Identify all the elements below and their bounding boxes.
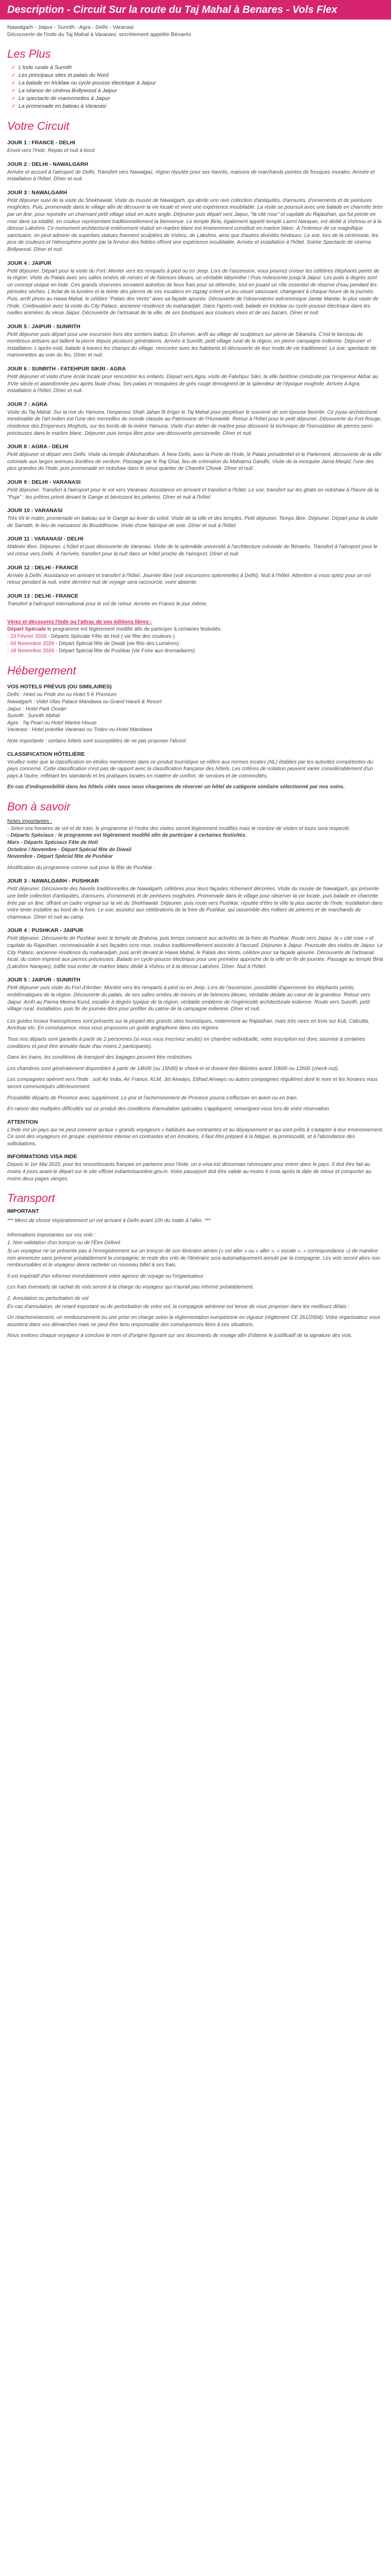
hebergement-heading: Hébergement [7,664,76,677]
day-text: Envol vers l'Inde. Repas et nuit à bord. [7,148,96,154]
depart-special-text: le programme est légèrement modifié afin de participer à certaines festivités. [47,626,222,633]
day-text: Petit déjeuner et visite d'une école locale pour rencontrer les enfants. Départ vers Agra, visite de Fatehpur Sikri, la ville fantôme construite par l'empereur Akbar au XVIe siècle et abandonnée peu après faute d'eau. Ses palais et mosquées de grès rouge témoignent de la splendeur de l'époque moghole. Arrivée à Agra, installation à l'hôtel. Dîner et nuit. [7,374,378,394]
date-text: - Départ Spécial fête de Diwali (vie fête des Lumières) [55,641,179,647]
list-item: ✓ La séance de cinéma Bollywood à Jaipur [19,87,384,95]
note-line: Tous nos départs sont garantis à partir de 2 personnes (si vous vous inscrivez seul(e) en chambre individuelle, votre inscription est donc soumise à certaines conditions et peut être annulée faute d'au moins 2 participants). [7,1036,365,1049]
note-line: Octobre / Novembre - Départ Spécial fête de Diwali [7,846,132,853]
hebergement-section [0,664,391,791]
day-block [7,260,384,317]
responsibility-text: En cas d'indisponibilité dans les hôtels cités nous nous chargerons de réserver un hôtel de catégorie similaire sélectionné par nos soins. [7,784,345,790]
pushkar-days [7,877,384,1012]
page-title: Description - Circuit Sur la route du Taj Mahal à Benares - Vols Flex [0,0,391,20]
intro-subtitle: Découverte de l'Inde du Taj Mahal à Varanasi, secrètement appelée Bénarès [7,31,191,38]
day-text: Visite du Taj Mahal. Sur la rive du Yamuna, l'empereur Shah Jahan fit ériger le Taj Mahal pour perpétuer le souvenir de son épouse favorite. Ce joyau architectural inestimable de l'art indien est l'une des merveilles du monde classée au Patrimoine de l'Humanité. Retour à l'hôtel pour le petit déjeuner. Découverte du Fort Rouge, résidence des Empereurs Moghols, sur les bords de la rivière Yamuna. Visite d'un atelier de marbre pour découvrir la technique de l'incrustation de pierres semi-précieuses dans le marbre blanc. Déjeuner puis temps libre pour une découverte personnelle. Dîner et nuit. [7,409,382,436]
day-title: JOUR 6 : SUNRITH - FATEHPUR SIKRI - AGRA [7,366,126,372]
hotel-line: Delhi : Hotel ou Pride Inn ou Hotel 5 K Premium [7,692,117,698]
transport-section [0,1192,391,1340]
note-line: Novembre - Départ Spécial fête de Pushkar [7,854,113,860]
day-title: JOUR 7 : AGRA [7,401,47,408]
day-text: Arrivée à Delhi. Assistance en arrivant et transfert à l'hôtel. Journée libre (voir excursions optionnelles à Delhi). Nuit à l'hôtel. Attention si vous optez pour un vol retour pendant la nuit, votre dernière nuit de voyage sera raccourcie, voire absente. [7,572,371,586]
day-title: JOUR 9 : DELHI - VARANASI [7,479,81,485]
date-value: - 23 Février 2026 [7,634,47,640]
date-text: - Départ Spécial fête de Pushkar (vie Foire aux dromadaires) [55,648,195,654]
day-title: JOUR 13 : DELHI - FRANCE [7,592,78,599]
transport-line: Les frais éventuels de rachat de vols seront à la charge du voyageur qui n'aurait pas informé préalablement. [7,1284,254,1291]
transport-line: Nous invitons chaque voyageur à conclure le nom et d'origine figurant sur ses documents de voyage afin d'obtenir le justificatif de la signature des vols. [7,1333,353,1339]
circuit-heading: Votre Circuit [7,120,70,132]
note-line: Mars - Départs Spéciaux Fête de Holi [7,840,98,846]
hotels-title: VOS HOTELS PRÉVUS (OU SIMILAIRES) [7,684,112,690]
day-text: Très tôt le matin, promenade en bateau sur le Gange au lever du soleil. Visite de la ville et des temples. Petit déjeuner. Temps libre. Déjeuner. Départ pour la visite de Sarnath, le lieu de naissance du Bouddhisme. Visite d'une fabrique de soie. Dîner et nuit à l'hôtel. [7,516,378,529]
note-line: - Selon vos horaires de vol et de train, le programme et l'ordre des visites seront légèrement modifiés mais le nombre de visites et tours sera respecté. [7,825,350,832]
day-text: Petit déjeuner. Découverte des havelis traditionnelles de Nawalgarh, célèbres pour leurs façades richement décorées. Visite du musée de Nawalgarh, qui présente une belle collection d'antiquités, d'armures, d'ornements et de peintures mogholes. Promenade dans le village pour observer la vie locale, puis balade en charrette tirée par un âne, offrant un cadre original sur la vie du Shekhawati. Déjeuner, puis route vers Pushkar, réputée d'être la ville la plus sacrée de l'Inde. Installation dans votre tente installée au bord de la foire. Le soir, assistez aux célébrations de la foire de Pushkar, qui rassemble des milliers de pèlerins et de marchands de chameaux. Dîner et nuit au camp. [7,886,383,920]
transport-line: En cas d'annulation, de retard important ou de perturbation de votre vol, la compagnie aérienne est tenue de vous proposer dans les meilleurs délais : [7,1303,350,1310]
transport-line: Il est impératif d'en informer immédiatement votre agence de voyage ou l'organisateur. [7,1273,205,1279]
day-text: Petit déjeuner puis départ pour une excursion hors des sentiers battus. En chemin, arrêt au village de sculpteurs sur pierre de Sikandra. C'est le berceau de nombreux artisans qui taillent la pierre depuis plusieurs générations. Arrivée à Sunrith, petit village rural de la région, en pleine campagne indienne. Déjeuner et installation. L'après-midi, balade à travers les champs du village, rencontre avec les habitants et découverte de leur mode de vie traditionnel. Le soir, spectacle de marionnettes au coin du feu. Dîner et nuit. [7,331,377,359]
day-block [7,401,384,437]
date-line [7,648,384,655]
day-text: Arrivée et accueil à l'aéroport de Delhi. Transfert vers Nawalgaz, région réputée pour ses havelis, maisons de marchands peintes de fresques murales. Arrivée et installation à l'hôtel. Dîner et nuit. [7,169,375,182]
dates-link[interactable]: Vérez et découvrez l'Inde ou l'attrac de vos éditions libres : [7,619,152,625]
date-text: - Départs Spéciale Fête de Holi ( vie fête des couleurs ) [47,634,175,640]
notes-title: Notes importantes : [7,818,52,824]
attention-text: L'Inde est un pays qui ne peut convenir qu'aux « grands voyageurs » habitués aux contraintes et au dépaysement et qui sont prêts à s'adapter à leur environnement. Ce sont des voyageurs en groupe, expérience intense en contrastes et en émotions, il faut être préparé à la fatigue, la promiscuité, et à l'abondance des sollicitations. [7,1127,383,1147]
note-line: Les chambres sont généralement disponibles à partir de 14h00 (ou 15h00) le check-in et doivent être libérées avant 10h00 ou 12h00 (check-out). [7,1065,339,1072]
depart-special-line [7,626,384,633]
day-block [7,189,384,253]
date-value: - 04 Novembre 2026 [7,641,55,647]
les-plus-section [0,47,391,110]
day-text: Petit déjeuner et départ vers Delhi. Visite du temple d'Akshardham. À New Delhi, avec la Porte de l'Inde, le Palais présidentiel et le Parlement, découverte de la ville coloniale aux larges avenues bordées de verdure. Passage par le Raj Ghat, lieu de crémation du Mahatma Gandhi. Visite de la mosquée Jama Masjid, l'une des plus grandes de l'Inde, puis promenade en rickshaw dans le vieux quartier de Chandni Chowk. Dîner et nuit. [7,452,382,472]
les-plus-list [7,64,384,110]
visa-title: INFORMATIONS VISA INDE [7,1154,77,1160]
circuit-days [7,139,384,607]
day-text: Petit déjeuner. Transfert à l'aéroport pour le vol vers Varanasi. Assistance en arrivant et transfert à l'hôtel. Le soir, transfert sur les ghats en rickshaw à l'heure de la "Puja" : les prêtres prient devant le Gange et bénissent les pèlerins. Dîner et nuit à l'hôtel. [7,487,379,500]
transport-line: 2. Annulation ou perturbation de vol [7,1296,89,1301]
hotel-line: Jaipur : Hotel Park Ocean [7,706,67,712]
visa-text: Depuis le 1er Mai 2015, pour les ressortissants français en partance pour l'Inde, un e-visa est désormais nécessaire pour entrer dans le pays. Il doit être fait au moins 4 jours avant le départ sur le site officiel indiantvisaonline.gov.in. Votre passeport doit être valide au moins 6 mois après la date de retour et comporter au moins deux pages vierges. [7,1162,371,1182]
day-title: JOUR 2 : DELHI - NAWALGARH [7,161,88,167]
bon-savoir-section [0,800,391,1182]
note-line: - Départs Spéciaux : le programme est légèrement modifié afin de participer à certaines festivités. [7,833,247,839]
day-text: Petit déjeuner. Découverte de Pushkar avec le temple de Brahma, puis temps consacré aux activités de la foire de Pushkar. Route vers Jaipur, la « cité rose » et capitale du Rajasthan, reconnaissable à ses façades ocre rose, couleur traditionnellement associée à l'accueil. Déjeuner à Jaipur. Poursuite des visites de Jaipur. Le City Palace, ancienne résidence du maharadjah, puis arrêt devant le Hawa Mahal, le Palais des Vents, célèbre pour sa façade ajourée. Découverte de l'artisanat local, du coton imprimé aux pierres précieuses. Balade en cycle-pousse électrique pour une première approche de la ville en fin de journée. Passage au temple Birla (Lakshmi Narayan), édifié tout entier de marbre blanc dédié à Vishnu et à la déesse Lakshmi. Dîner. Nuit à l'hôtel. [7,936,383,970]
list-item: ✓ L'Inde rurale à Sunrith [19,64,384,72]
note-line: En raison des multiples difficultés sur ce produit des conditions d'annulation spéciales s'appliquent, renseignez-vous lors de votre réservation. [7,1106,331,1112]
attention-title: ATTENTION [7,1118,38,1125]
day-block [7,365,384,395]
date-line [7,633,384,640]
list-item: ✓ La promenade en bateau à Varanasi [19,103,384,110]
depart-special-label: Départ Spéciale [7,626,46,633]
list-item: ✓ Les principaux sites et palais du Nord [19,72,384,79]
day-title: JOUR 1 : FRANCE - DELHI [7,140,75,146]
transport-line: 1. Non-validation d'un tronçon ou de l'Être Délivré [7,1240,121,1246]
day-title: JOUR 4 : PUSHKAR - JAIPUR [7,927,84,934]
date-value: - 18 Novembre 2026 [7,648,55,654]
day-block [7,139,384,155]
day-block [7,323,384,359]
intro [0,24,391,38]
day-block [7,443,384,472]
day-title: JOUR 5 : JAIPUR - SUNRITH [7,977,80,984]
circuit-section [0,120,391,655]
day-title: JOUR 10 : VARANASI [7,507,63,514]
day-title: JOUR 3 : NAWALGARH [7,189,68,196]
note-line: Modification du programme comme suit pour la fête de Pushkar : [7,865,155,871]
day-title: JOUR 11 : VARANASI - DELHI [7,536,84,543]
day-block [7,507,384,529]
classification-title: CLASSIFICATION HÔTELIÈRE [7,751,85,757]
note-line: Dans les trains, les conditions de transport des bagages peuvent être restrictives. [7,1055,193,1061]
day-title: JOUR 8 : AGRA - DELHI [7,444,69,450]
note-line: Possibilité départs de Province avec supplément. Le prix et l'acheminement de Province pourra s'effectuer en avion ou en train. [7,1095,298,1101]
transport-line: Si un voyageur ne se présente pas à l'enregistrement sur un tronçon de son itinéraire aérien (« vol aller » ou « aller », « escale », « correspondance ») de manière non annoncée sans prévenir préalablement la compagnie, le reste des vols de l'itinéraire sera automatiquement annulé par la compagnie. Les vols seront alors non remboursables et le voyageur devra racheter un nouveau billet à ses frais. [7,1248,380,1268]
day-title: JOUR 4 : JAIPUR [7,260,52,266]
transport-line: Un réacheminement, un remboursement ou une prise en charge selon la réglementation européenne en vigueur (règlement CE 261/2004). Votre organisateur vous assistera dans vos démarches mais ne peut être tenu responsable des conséquences liées à ces situations. [7,1315,380,1328]
day-block [7,927,384,970]
list-item: ✓ Le spectacle de marionnettes à Jaipur [19,95,384,103]
intro-route: Nawalgarh - Jaipur - Sunrith - Agra - Delhi - Varanasi [7,24,134,30]
hotel-line: Varanasi : Hotel prantike Varanasi ou Tridev ou Hotel Mandawa [7,727,152,733]
day-block [7,592,384,608]
day-block [7,479,384,501]
day-block [7,161,384,183]
transport-heading: Transport [7,1192,55,1205]
hotel-line: Nawalgarh : Videt Vilas Palace Mandawa ou Grand Haveli & Resort [7,699,162,705]
day-block [7,535,384,557]
date-line [7,640,384,648]
hotel-line: Agra : Taj Pearl ou Hotel Marine House [7,720,97,726]
day-text: Matinée libre. Déjeuner. L'hôtel et puis découverte de Varanasi. Visite de la splendide université à l'architecture coloniale de Bénarès. Transfert à l'aéroport pour le vol retour vers Delhi. À l'arrivée, transfert pour la nuit dans un hôtel proche de l'aéroport. Dîner et nuit. [7,544,378,557]
day-text: Transfert à l'aéroport international pour le vol de retour. Arrivée en France le jour même. [7,601,208,607]
note-line: Les compagnies opèrent vers l'Inde : soit Air India, Air France, KLM, Jet Airways, Etihad Airways ou autres compagnies régulières dont le nom et les horaires vous seront communiqués ultérieurement. [7,1077,378,1090]
les-plus-heading: Les Plus [7,47,51,60]
hotel-line: Sunrith : Sunrith Mahal [7,713,60,719]
bon-savoir-heading: Bon à savoir [7,800,71,813]
day-title: JOUR 5 : JAIPUR - SUNRITH [7,323,80,330]
day-text: Petit déjeuner. Départ pour la visite du Fort. Monter vers les remparts à pied ou en Jeep. Lors de l'ascension, vous pourrez croiser les célèbres éléphants peints de la région. Visite du Palais avec ses salles ornées de miroirs et de faïences bleues, un véritable labyrinthe ! Puis redescente jusqu'à Jaipur. Les puits à degrés sont un concept unique en Inde. Ces grands réservoirs servaient autrefois de lieux frais pour se détendre, tout en jouant un rôle essentiel de réserve d'eau pendant les périodes sèches. L'éclat de la lumière et la teinte des pierres de ces escaliers en zigzag créent un jeu visuel saisissant, changeant à chaque heure de la journée. Puis, arrêt photo au Hawa Mahal, le célèbre "Palais des Vents" avec sa façade ajourée. Découverte de l'observatoire astronomique Jantar Mantar, le plus vaste de l'Inde. Continuation avec la visite du City Palace, ancienne résidence du maharadjah. Dans l'après-midi, balade en tricklaw ou cycle-pousse électrique dans les ruelles animées du vieux Jaipur. Découverte de l'artisanat de la ville, de ses boutiques aux couleurs vives et de ses bazars. Dîner et nuit. [7,268,380,316]
note-line: Les guides locaux francophones sont présents sur la plupart des grands sites touristiques, notamment au Rajasthan, mais très rares en trois sur Kuli, Calcutta, Amritsar etc. En conséquence, nous vous proposons un guide anglophone dans ces régions. [7,1018,370,1031]
list-item: ✓ La balade en tricklaw ou cycle-pousse électrique à Jaipur [19,79,384,87]
transport-important: IMPORTANT [7,1208,39,1215]
classification-text: Veuillez noter que la classification en étoiles mentionnée dans ce produit touristique se réfère aux normes locales (NL) établies par les autorités compétentes du pays concerné. Cette classification n'est pas de rapport avec la classification française des hôtels. Les critères de notation peuvent varier considérablement d'un pays à l'autre, reflétant les standards et les pratiques locales en matière de confort, de services et de commodités. [7,759,373,779]
day-title: JOUR 3 : NAWALGARH - PUSHKAR [7,878,99,885]
day-block [7,877,384,921]
day-block [7,564,384,586]
day-text: Petit déjeuner suivi de la visite du Shekhawati. Visite du musée de Nawalgarh, qui abrite une rare collection d'antiquités, d'armures, d'ornements et de peintures mogholes. Puis, promenade dans le village afin de découvrir la vie locale et vivre une expérience inoubliable. La visite se poursuit avec une balade en charrette tirée par un âne, pour rejoindre un charmant petit village situé en autre angle. Déjeuner puis départ vers Jaipur, "la cité rose" et capitale du Rajasthan, qui fut peinte en rose dans sa totalité, en couleur représentant traditionnellement la bienvenue. Le temple Birla, également appelé temple Laxmi Narayan, est dédié à Vishnou et à la déesse Lakshmi. Ce monument architectural entièrement réalisé en marbre blanc est éminemment constitué en marbre blanc. À l'intérieur de ce magnifique sanctuaire, on peut admirer de superbes statues finement sculptées de Vishnu, de Lakshmi, ainsi que d'autres divinités hindoues. Le soir, lors de la cérémonie, les jeux de couleurs et l'atmosphère portée par la ferveur des fidèles offrent une expérience inoubliable. Arrivée et installation à l'hôtel. Soirée Spectacle de cinéma Bollywood. Dîner et nuit. [7,197,383,252]
day-block [7,976,384,1012]
hotel-note: Note importante : certains hôtels sont susceptibles de ne pas proposer l'alcool. [7,738,187,744]
transport-line: Informations importantes sur vos vols : [7,1232,96,1238]
day-text: Petit déjeuner puis visite du Fort d'Amber. Montée vers les remparts à pied ou en Jeep. Lors de l'ascension, possibilité d'apercevoir les éléphants peints, emblématiques de la région. Découverte du palais, de ses salles ornées de miroirs et de faïences bleues, véritable dédale au cœur de la grandeur. Retour vers Jaipur. Arrêt au Panna Meena Kund, escalier à degrés typique de la région, véritable emblème de l'ingéniosité architecturale indienne. Route vers Sunrith, petit village rural. Installation, puis fin de journée libre pour profiter du calme de la campagne indienne. Dîner et nuit. [7,985,370,1012]
day-title: JOUR 12 : DELHI - FRANCE [7,564,78,571]
transport-line: *** Merci de choisir impérativement un vol arrivant à Delhi avant 10h du matin à l'aller. *** [7,1218,210,1224]
